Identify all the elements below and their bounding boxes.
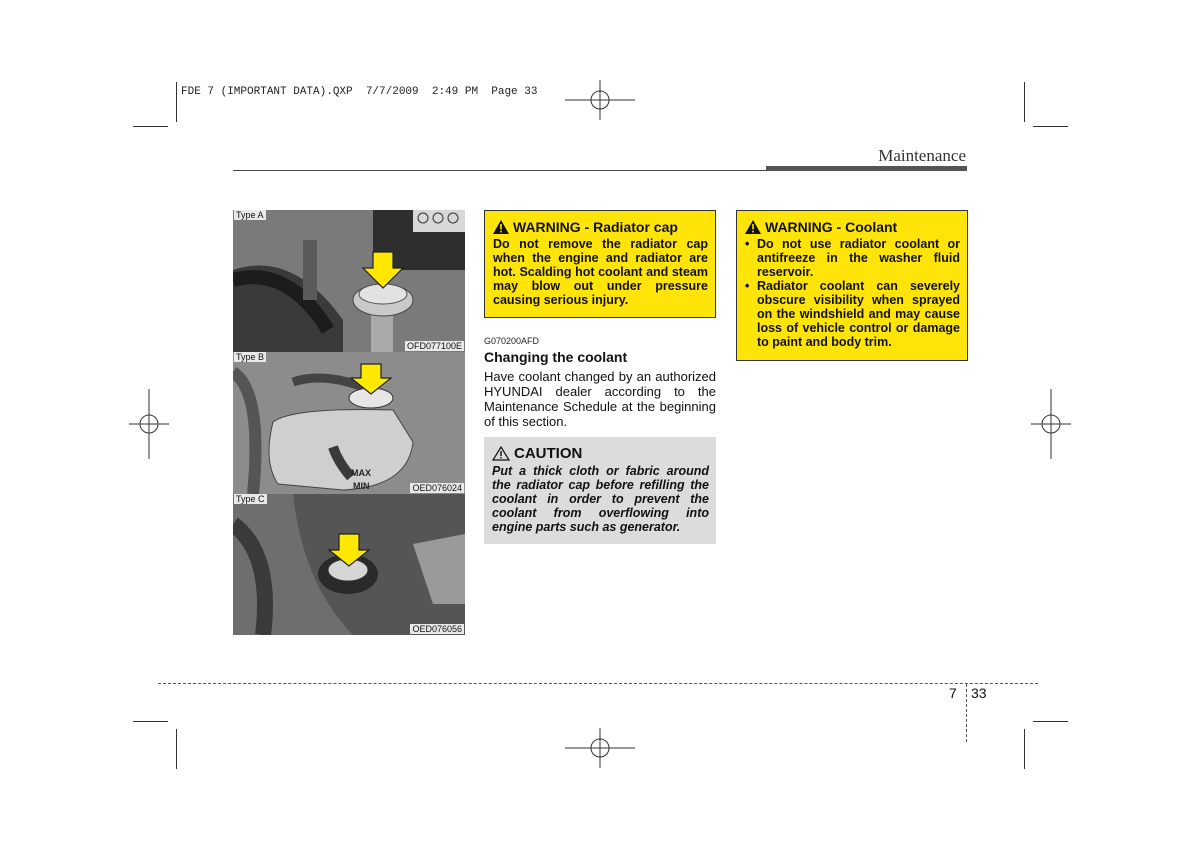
warning-triangle-icon <box>493 220 509 234</box>
page-number: 33 <box>971 685 987 701</box>
warning-coolant-box <box>736 210 968 361</box>
warning-triangle-icon <box>745 220 761 234</box>
page-chapter: 7 <box>949 685 957 701</box>
registration-mark-top <box>565 80 635 120</box>
caution-title-row <box>492 445 709 462</box>
warning-radiator-cap-title-row <box>493 219 708 235</box>
section-title: Maintenance <box>878 146 966 165</box>
min-mark: MIN <box>353 481 370 491</box>
caution-box <box>484 437 716 544</box>
photo-code: OED076056 <box>412 624 462 634</box>
caution-title: CAUTION <box>514 445 583 462</box>
section-heading: Changing the coolant <box>484 349 628 365</box>
warning-text: Do not remove the radiator cap when the engine and radiator are hot. Scalding hot coolant and steam may blow out under pressure causing serious injury. <box>493 237 708 307</box>
photo-type-label: Type A <box>236 210 264 220</box>
warning-title: WARNING - Coolant <box>765 219 898 235</box>
registration-mark-right <box>1031 389 1071 459</box>
photo-type-label: Type B <box>236 352 265 362</box>
photo-type-label: Type C <box>236 494 265 504</box>
list-item: • Radiator coolant can severely obscure visibility when sprayed on the windshield and may cause loss of vehicle control or damage to paint and body trim. <box>745 279 960 349</box>
list-item: • Do not use radiator coolant or antifreeze in the washer fluid reservoir. <box>745 237 960 279</box>
warning-coolant-list <box>745 237 960 349</box>
section-code: G070200AFD <box>484 336 540 346</box>
header-rule-accent <box>766 166 967 171</box>
caution-text: Put a thick cloth or fabric around the radiator cap before refilling the coolant in order to prevent the coolant from overflowing into engine parts such as generator. <box>492 464 709 534</box>
photo-type-a <box>233 210 465 352</box>
photo-type-b <box>233 352 465 494</box>
warning-title: WARNING - Radiator cap <box>513 219 678 235</box>
page-number-separator <box>966 684 967 742</box>
photo-code: OED076024 <box>412 483 462 493</box>
warning-coolant-title-row <box>745 219 960 235</box>
photo-code: OFD077100E <box>406 341 462 351</box>
max-mark: MAX <box>351 468 371 478</box>
photo-type-c <box>233 494 465 635</box>
print-slug: FDE 7 (IMPORTANT DATA).QXP 7/7/2009 2:49 PM Page 33 <box>181 86 538 98</box>
registration-mark-bottom <box>565 728 635 768</box>
caution-triangle-icon <box>492 446 510 461</box>
footer-rule <box>158 683 1038 684</box>
registration-mark-left <box>129 389 169 459</box>
warning-radiator-cap-box <box>484 210 716 318</box>
section-body: Have coolant changed by an authorized HYUNDAI dealer according to the Maintenance Schedule at the beginning of this section. <box>484 369 716 429</box>
